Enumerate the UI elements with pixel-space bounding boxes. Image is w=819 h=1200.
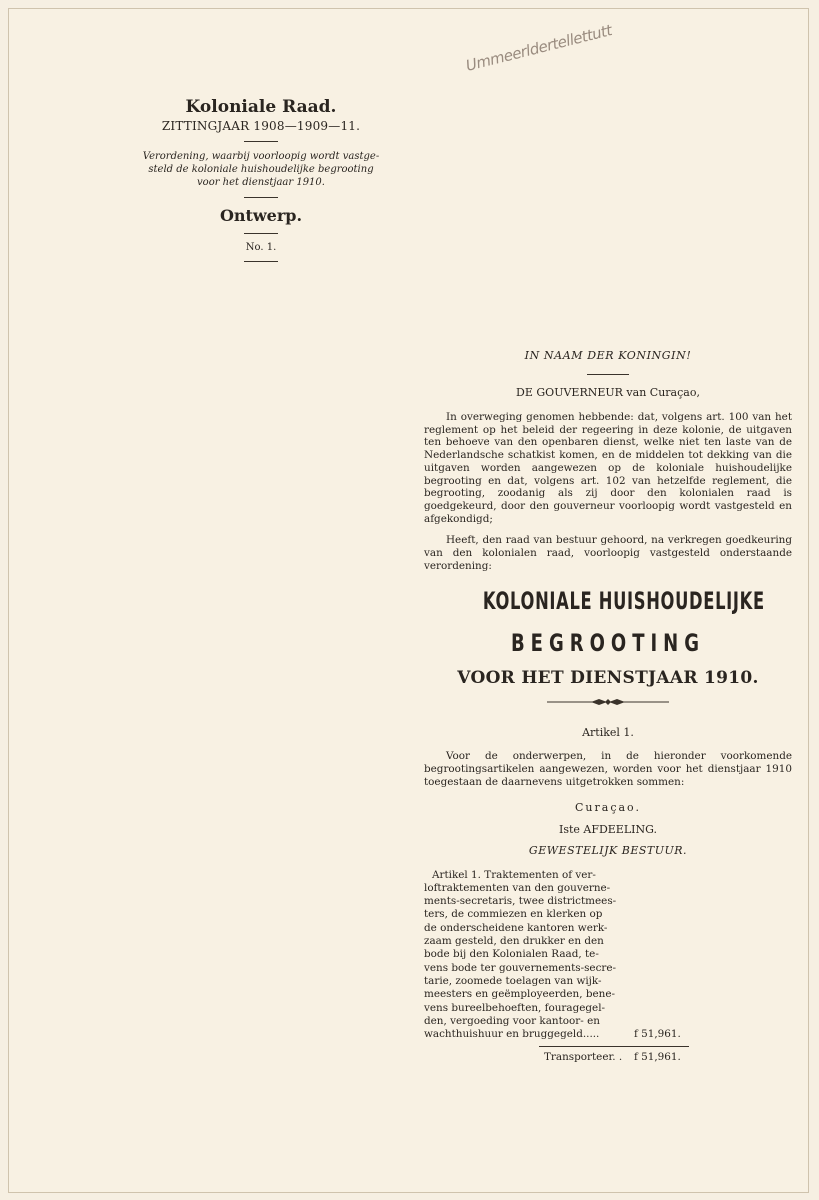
entry-text: [424, 869, 634, 1042]
ornament-divider: [547, 698, 669, 706]
article-heading: Artikel 1.: [582, 726, 634, 740]
main-title-line-3: VOOR HET DIENSTJAAR 1910.: [457, 668, 759, 689]
place-heading: Curaçao.: [575, 800, 641, 814]
entry-line: ters, de commiezen en klerken op: [424, 908, 603, 921]
entry-amount: f 51,961.: [634, 1028, 681, 1041]
subsection-heading: GEWESTELIJK BESTUUR.: [528, 843, 688, 857]
transport-label: Transporteer. .: [544, 1051, 623, 1064]
description: [127, 150, 395, 189]
description-line: Verordening, waarbij voorloopig wordt vastge-: [142, 151, 380, 162]
entry-line: loftraktementen van den gouverne-: [424, 881, 611, 894]
divider: [244, 233, 278, 234]
invocation: IN NAAM DER KONINGIN!: [524, 349, 692, 362]
divider: [244, 141, 278, 142]
entry-line: den, vergoeding voor kantoor- en: [424, 1014, 600, 1027]
description-line: voor het dienstjaar 1910.: [197, 177, 325, 188]
entry-line: bode bij den Kolonialen Raad, te-: [424, 948, 599, 961]
entry-line: de onderscheidene kantoren werk-: [424, 921, 608, 934]
document-number: No. 1.: [245, 242, 277, 253]
council-title: Koloniale Raad.: [185, 97, 337, 117]
transport-line: [424, 1051, 792, 1067]
entry-line: meesters en geëmployeerden, bene-: [424, 988, 615, 1001]
entry-line: vens bureelbehoeften, fouragegel-: [424, 1001, 606, 1014]
section-heading: Iste AFDEELING.: [558, 822, 658, 836]
entry-line: wachthuishuur en bruggegeld.....: [424, 1028, 600, 1041]
transport-rule: [539, 1046, 689, 1047]
entry-line: Artikel 1. Traktementen of ver-: [432, 868, 596, 881]
article-text: Voor de onderwerpen, in de hieronder voorkomende begrootingsartikelen aangewezen, worden voor het dienstjaar 1910 toegestaan de daarnevens uitgetrokken sommen:: [424, 750, 792, 788]
draft-label: Ontwerp.: [219, 206, 303, 225]
entry-line: ments-secretaris, twee districtmees-: [424, 895, 617, 908]
divider: [587, 374, 629, 375]
entry-line: tarie, zoomede toelagen van wijk-: [424, 974, 602, 987]
divider: [244, 261, 278, 262]
entry-line: vens bode ter gouvernements-secre-: [424, 961, 617, 974]
divider: [244, 197, 278, 198]
main-title-line-2: BEGROOTING: [510, 629, 706, 658]
document-page: [8, 8, 809, 1193]
main-title-line-1: KOLONIALE HUISHOUDELIJKE: [482, 587, 765, 616]
handwritten-note: Ummeerldertellettutt: [464, 21, 614, 75]
budget-entry: [424, 869, 792, 1042]
transport-amount: f 51,961.: [634, 1051, 681, 1064]
session-years: ZITTINGJAAR 1908—1909—11.: [161, 119, 361, 133]
preamble-paragraph: In overweging genomen hebbende: dat, volgens art. 100 van het reglement op het beleid der regeering in deze kolonie, de uitgaven ten behoeve van den openbaren dienst, welke niet ten laste van de Nederlandsche schatkist komen, en de middelen tot dekking van die uitgaven worden aangewezen op de koloniale huishoudelijke begrooting en dat, volgens art. 102 van hetzelfde reglement, die begrooting, zoodanig als zij door den kolonialen raad is goedgekeurd, door den gouverneur voorloopig wordt vastgesteld en afgekondigd;: [424, 411, 792, 525]
main-content: [424, 349, 792, 1067]
entry-line: zaam gesteld, den drukker en den: [424, 935, 604, 948]
description-line: steld de koloniale huishoudelijke begrooting: [148, 164, 374, 175]
governor-line: DE GOUVERNEUR van Curaçao,: [516, 386, 700, 399]
decree-paragraph: Heeft, den raad van bestuur gehoord, na verkregen goedkeuring van den kolonialen raad, voorloopig vastgesteld onderstaande verordening:: [424, 534, 792, 572]
header-block: [127, 97, 395, 270]
